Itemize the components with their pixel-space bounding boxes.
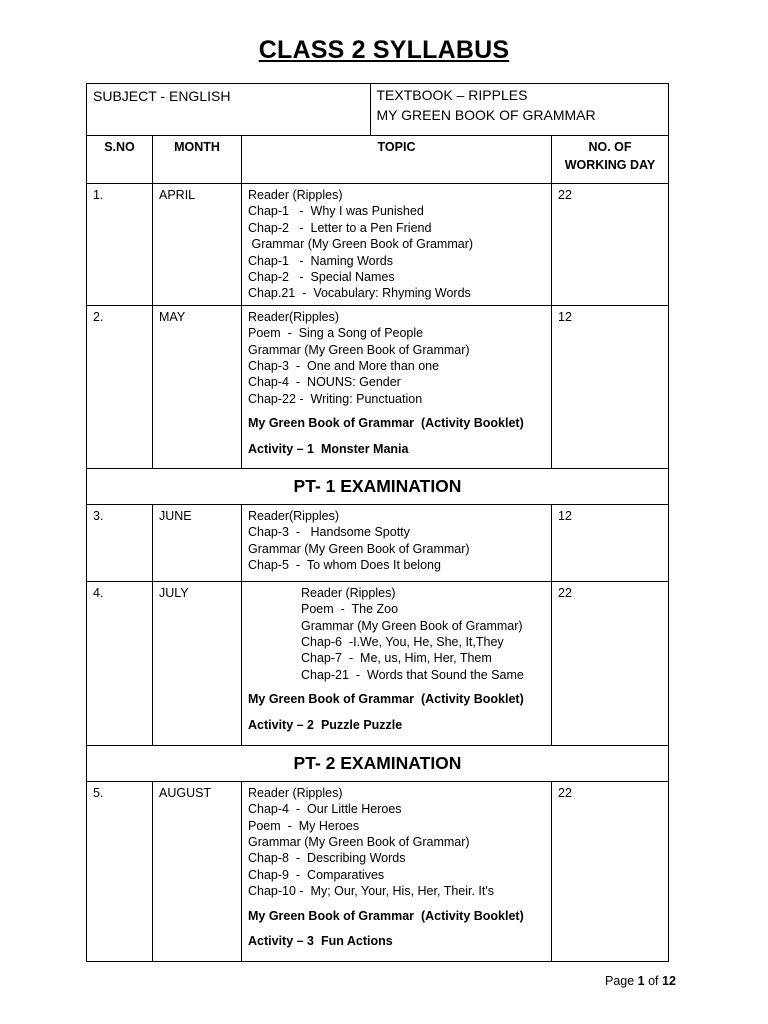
topic-line: Chap-1 - Why I was Punished [248,204,424,219]
activity-booklet-heading: My Green Book of Grammar (Activity Booklet) [248,908,524,923]
topic-list [242,184,551,305]
topic-line: Grammar (My Green Book of Grammar) [248,237,474,252]
header-cell-month [153,136,242,184]
topic-line: Chap-8 - Describing Words [248,851,406,866]
month-cell [153,184,242,306]
activity-label: Activity – 3 Fun Actions [248,934,393,949]
month-cell [153,305,242,468]
syllabus-table [86,83,669,962]
table-row [87,305,669,468]
textbook-cell [370,83,670,136]
exam-cell [87,745,669,781]
header-month-label: MONTH [174,140,220,154]
topic-line: Chap.21 - Vocabulary: Rhyming Words [248,286,471,301]
topic-line: Reader(Ripples) [248,309,340,324]
page-footer [605,974,676,988]
month-label: AUGUST [159,785,212,800]
topic-cell [242,581,552,745]
topic-lines [248,309,545,407]
topic-line: Chap-1 - Naming Words [248,253,393,268]
topic-list [242,505,551,577]
exam-row [87,468,669,504]
topic-line: Reader (Ripples) [248,785,343,800]
serial-number: 2. [93,309,104,324]
header-topic-label: TOPIC [377,140,416,154]
sno-cell [87,305,153,468]
table-row [87,504,669,581]
header-sno-label: S.NO [104,140,135,154]
working-days-value: 12 [558,508,572,523]
topic-cell [242,184,552,306]
topic-line: Grammar (My Green Book of Grammar) [248,342,470,357]
header-cell-days [552,136,669,184]
topic-line: Poem - My Heroes [248,818,360,833]
topic-line: Reader (Ripples) [301,585,396,600]
month-cell [153,504,242,581]
working-days-value: 22 [558,188,572,202]
working-days-value: 22 [558,785,572,800]
footer-page: 1 [637,974,645,988]
page-title: CLASS 2 SYLLABUS [258,36,510,64]
header-cell-sno [87,136,153,184]
topic-line: Poem - The Zoo [301,602,399,617]
topic-list [242,582,551,736]
topic-line: Grammar (My Green Book of Grammar) [248,541,470,556]
topic-cell [242,504,552,581]
sno-cell [87,504,153,581]
working-days-value: 12 [558,309,572,324]
activity-booklet-heading: My Green Book of Grammar (Activity Booklet) [248,416,524,431]
exam-title: PT- 2 EXAMINATION [293,752,462,773]
topic-line: Chap-4 - Our Little Heroes [248,802,402,817]
topic-line: Chap-21 - Words that Sound the Same [301,667,524,682]
topic-line: Chap-10 - My; Our, Your, His, Her, Their. It's [248,884,495,899]
topic-line: Reader (Ripples) [248,188,343,202]
month-label: MAY [159,309,186,324]
activity-label: Activity – 1 Monster Mania [248,441,409,456]
topic-lines [248,187,545,302]
topic-line: Chap-4 - NOUNS: Gender [248,375,401,390]
serial-number: 5. [93,785,104,800]
serial-number: 3. [93,508,104,523]
days-cell [552,581,669,745]
topic-lines [248,585,545,683]
topic-line: Grammar (My Green Book of Grammar) [248,835,470,850]
subject-label: SUBJECT - ENGLISH [93,88,231,104]
days-cell [552,305,669,468]
days-cell [552,781,669,961]
days-cell [552,184,669,306]
serial-number: 4. [93,585,104,600]
activity-booklet-heading: My Green Book of Grammar (Activity Booklet) [248,692,524,707]
table-row [87,581,669,745]
topic-line: Chap-2 - Letter to a Pen Friend [248,220,432,235]
header-cell-topic [242,136,552,184]
table-row [87,184,669,306]
sno-cell [87,581,153,745]
topic-line: Chap-2 - Special Names [248,270,395,285]
topic-list [242,782,551,953]
sno-cell [87,781,153,961]
serial-number: 1. [93,188,104,202]
topic-line: Poem - Sing a Song of People [248,326,424,341]
month-label: JULY [159,585,189,600]
footer-middle: of [644,974,662,988]
month-cell [153,581,242,745]
topic-cell [242,781,552,961]
topic-line: Grammar (My Green Book of Grammar) [301,618,523,633]
topic-line: Chap-3 - One and More than one [248,359,440,374]
topic-line: Chap-5 - To whom Does It belong [248,558,441,573]
exam-row [87,745,669,781]
topic-line: Chap-7 - Me, us, Him, Her, Them [301,651,492,666]
textbook-line: MY GREEN BOOK OF GRAMMAR [376,107,596,123]
month-cell [153,781,242,961]
topic-list [242,306,551,460]
exam-cell [87,468,669,504]
topic-lines [248,785,545,900]
header-days-label: NO. OF WORKING DAY [564,140,656,172]
sno-cell [87,184,153,306]
topic-cell [242,305,552,468]
topic-lines [248,508,545,574]
topic-line: Chap-6 -I.We, You, He, She, It,They [301,635,504,650]
exam-title: PT- 1 EXAMINATION [293,475,462,496]
topic-line: Chap-3 - Handsome Spotty [248,525,410,540]
month-label: APRIL [159,188,196,202]
topic-line: Chap-22 - Writing: Punctuation [248,391,423,406]
activity-label: Activity – 2 Puzzle Puzzle [248,717,403,732]
topic-line: Reader(Ripples) [248,508,340,523]
topic-line: Chap-9 - Comparatives [248,867,385,882]
textbook-line: TEXTBOOK – RIPPLES [376,87,528,103]
footer-prefix: Page [605,974,638,988]
footer-total: 12 [662,974,676,988]
table-row [87,781,669,961]
subject-row [87,84,669,136]
month-label: JUNE [159,508,192,523]
working-days-value: 22 [558,585,572,600]
header-row [87,136,669,184]
days-cell [552,504,669,581]
